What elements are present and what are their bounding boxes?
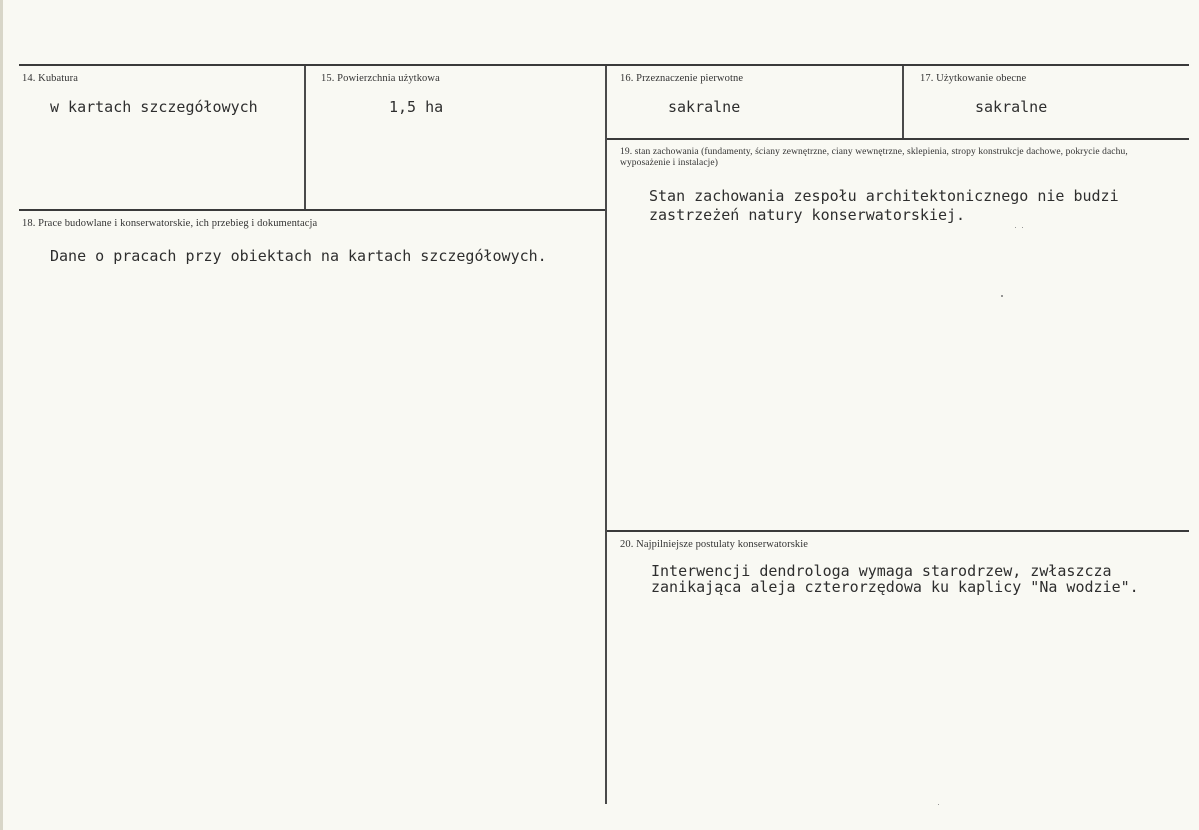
field-18-label: 18. Prace budowlane i konserwatorskie, ich przebieg i dokumentacja xyxy=(22,218,318,229)
field-17-label: 17. Użytkowanie obecne xyxy=(920,73,1027,84)
paper-speck xyxy=(938,804,939,805)
field-19-value-line2: zastrzeżeń natury konserwatorskiej. xyxy=(649,206,966,224)
top-rule xyxy=(19,64,1189,66)
field-17-value: sakralne xyxy=(975,98,1048,116)
field-19-value-line1: Stan zachowania zespołu architektonicznego nie budzi xyxy=(649,187,1119,205)
divider-f16-f17 xyxy=(902,66,904,138)
paper-speck xyxy=(1015,227,1016,228)
rule-below-f14-f15 xyxy=(19,209,606,211)
rule-below-f16-f17 xyxy=(607,138,1189,140)
paper-speck xyxy=(1022,227,1023,228)
field-15-label: 15. Powierzchnia użytkowa xyxy=(321,73,440,84)
field-14-label: 14. Kubatura xyxy=(22,73,79,84)
field-16-label: 16. Przeznaczenie pierwotne xyxy=(620,73,744,84)
divider-f14-f15 xyxy=(304,66,306,209)
field-15-value: 1,5 ha xyxy=(389,98,444,116)
field-20-value-line2: zanikająca aleja czterorzędowa ku kaplicy "Na wodzie". xyxy=(651,578,1139,596)
field-19-label: 19. stan zachowania (fundamenty, ściany zewnętrzne, ciany wewnętrzne, sklepienia, stropy konstrukcje dachowe, pokrycie dachu, wyposażenie i instalacje) xyxy=(620,147,1128,168)
paper-speck xyxy=(1001,295,1003,297)
field-20-label: 20. Najpilniejsze postulaty konserwatorskie xyxy=(620,539,809,550)
field-18-value: Dane o pracach przy obiektach na kartach szczegółowych. xyxy=(50,247,547,265)
divider-center xyxy=(605,66,607,804)
rule-above-f20 xyxy=(607,530,1189,532)
field-14-value: w kartach szczegółowych xyxy=(50,98,258,116)
field-16-value: sakralne xyxy=(668,98,741,116)
field-20-value-line1: Interwencji dendrologa wymaga starodrzew, zwłaszcza xyxy=(651,562,1112,580)
